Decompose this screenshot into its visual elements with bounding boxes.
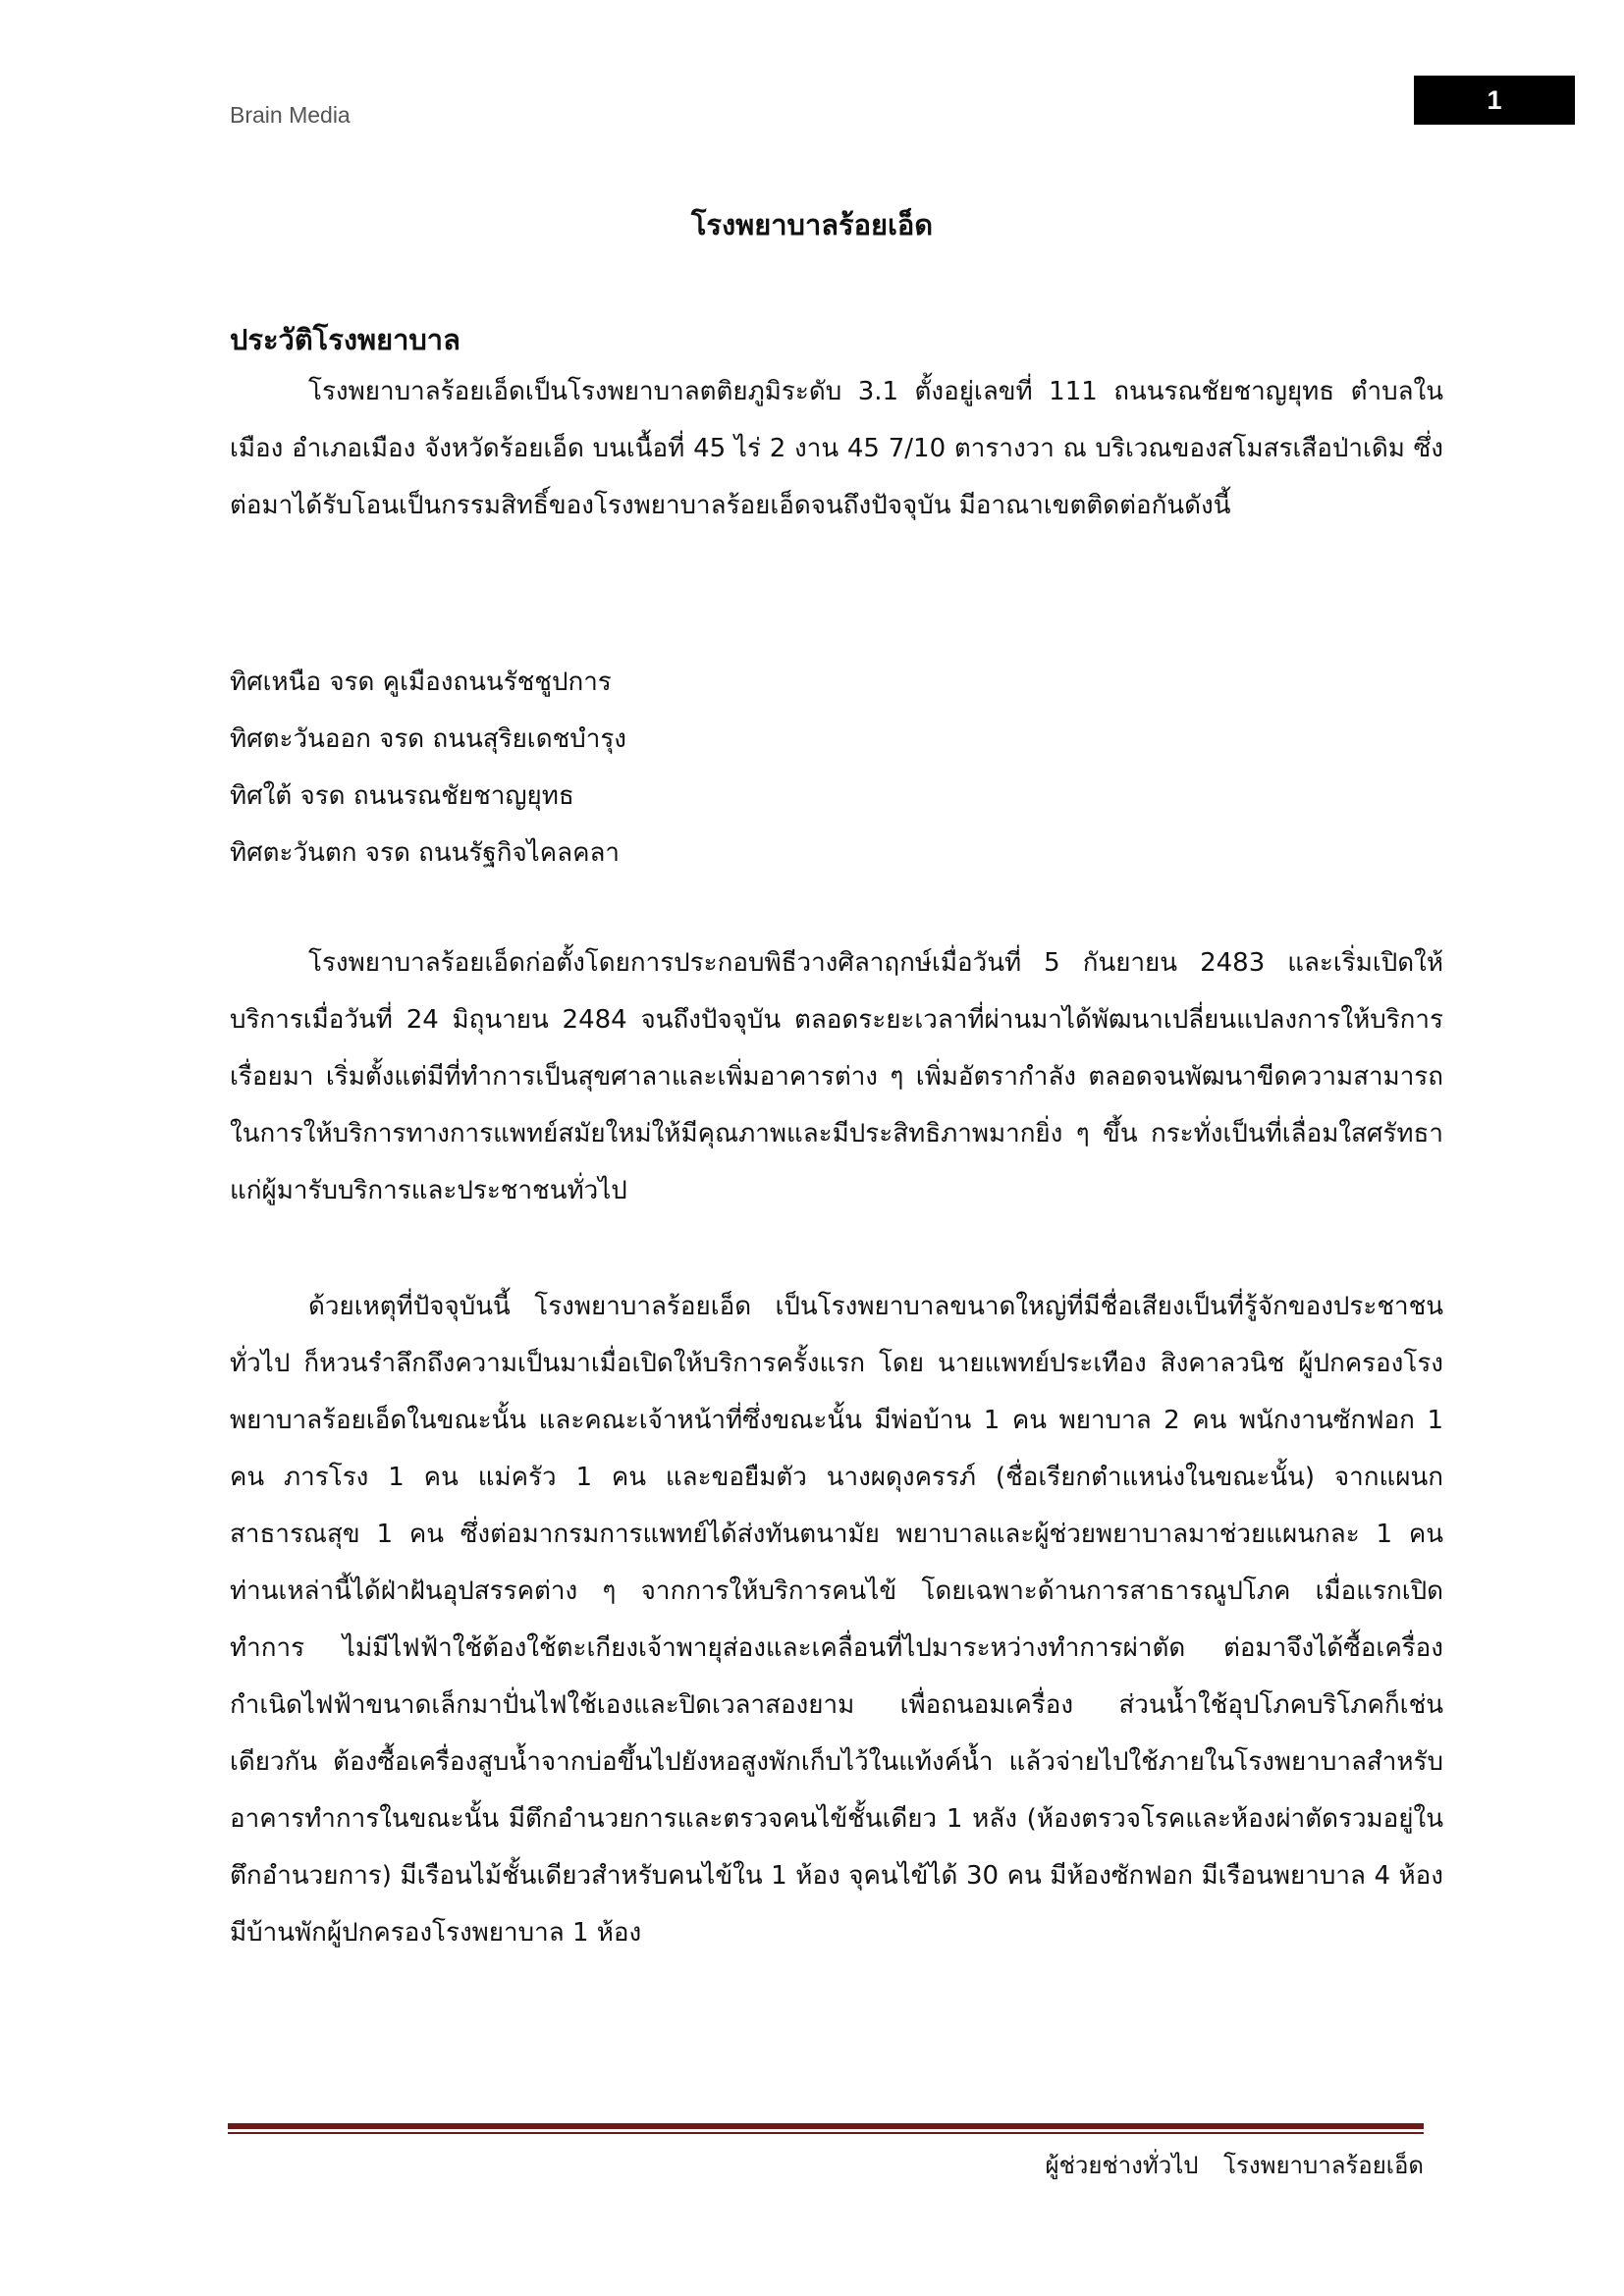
footer-right-text: โรงพยาบาลร้อยเอ็ด: [1223, 2152, 1424, 2179]
section-heading: ประวัติโรงพยาบาล: [230, 323, 460, 356]
header-brand: Brain Media: [230, 102, 351, 128]
paragraph-intro: โรงพยาบาลร้อยเอ็ดเป็นโรงพยาบาลตติยภูมิระดับ 3.1 ตั้งอยู่เลขที่ 111 ถนนรณชัยชาญยุทธ ตำบลในเมือง อำเภอเมือง จังหวัดร้อยเอ็ด บนเนื้อที่ 45 ไร่ 2 งาน 45 7/10 ตารางวา ณ บริเวณของสโมสรเสือป่าเดิม ซึ่งต่อมาได้รับโอนเป็นกรรมสิทธิ์ของโรงพยาบาลร้อยเอ็ดจนถึงปัจจุบัน มีอาณาเขตติดต่อกันดังนี้: [230, 377, 1443, 520]
intro-block: [230, 363, 1443, 534]
founding-block: [230, 934, 1443, 1219]
document-title: โรงพยาบาลร้อยเอ็ด: [690, 208, 934, 241]
boundary-list: [230, 654, 626, 881]
boundary-west: ทิศตะวันตก จรด ถนนรัฐกิจไคลคลา: [230, 838, 621, 868]
footer: [1046, 2146, 1424, 2184]
paragraph-history: ด้วยเหตุที่ปัจจุบันนี้ โรงพยาบาลร้อยเอ็ด เป็นโรงพยาบาลขนาดใหญ่ที่มีชื่อเสียงเป็นที่รู้จักของประชาชนทั่วไป ก็หวนรำลึกถึงความเป็นมาเมื่อเปิดให้บริการครั้งแรก โดย นายแพทย์ประเทือง สิงคาลวนิช ผู้ปกครองโรงพยาบาลร้อยเอ็ดในขณะนั้น และคณะเจ้าหน้าที่ซึ่งขณะนั้น มีพ่อบ้าน 1 คน พยาบาล 2 คน พนักงานซักฟอก 1 คน ภารโรง 1 คน แม่ครัว 1 คน และขอยืมตัว นางผดุงครรภ์ (ชื่อเรียกตำแหน่งในขณะนั้น) จากแผนกสาธารณสุข 1 คน ซึ่งต่อมากรมการแพทย์ได้ส่งทันตนามัย พยาบาลและผู้ช่วยพยาบาลมาช่วยแผนกละ 1 คน ท่านเหล่านี้ได้ฝ่าฝันอุปสรรคต่าง ๆ จากการให้บริการคนไข้ โดยเฉพาะด้านการสาธารณูปโภค เมื่อแรกเปิดทำการ ไม่มีไฟฟ้าใช้ต้องใช้ตะเกียงเจ้าพายุส่องและเคลื่อนที่ไปมาระหว่างทำการผ่าตัด ต่อมาจึงได้ซื้อเครื่องกำเนิดไฟฟ้าขนาดเล็กมาปั่นไฟใช้เองและปิดเวลาสองยาม เพื่อถนอมเครื่อง ส่วนน้ำใช้อุปโภคบริโภคก็เช่นเดียวกัน ต้องซื้อเครื่องสูบน้ำจากบ่อขึ้นไปยังหอสูงพักเก็บไว้ในแท้งค์น้ำ แล้วจ่ายไปใช้ภายในโรงพยาบาลสำหรับอาคารทำการในขณะนั้น มีตึกอำนวยการและตรวจคนไข้ชั้นเดียว 1 หลัง (ห้องตรวจโรคและห้องผ่าตัดรวมอยู่ในตึกอำนวยการ) มีเรือนไม้ชั้นเดียวสำหรับคนไข้ใน 1 ห้อง จุคนไข้ได้ 30 คน มีห้องซักฟอก มีเรือนพยาบาล 4 ห้อง มีบ้านพักผู้ปกครองโรงพยาบาล 1 ห้อง: [230, 1292, 1443, 1948]
boundary-north: ทิศเหนือ จรด คูเมืองถนนรัชชูปการ: [230, 667, 612, 697]
boundary-east: ทิศตะวันออก จรด ถนนสุริยเดชบำรุง: [230, 724, 626, 754]
paragraph-founding: โรงพยาบาลร้อยเอ็ดก่อตั้งโดยการประกอบพิธีวางศิลาฤกษ์เมื่อวันที่ 5 กันยายน 2483 และเริ่มเปิดให้บริการเมื่อวันที่ 24 มิถุนายน 2484 จนถึงปัจจุบัน ตลอดระยะเวลาที่ผ่านมาได้พัฒนาเปลี่ยนแปลงการให้บริการเรื่อยมา เริ่มตั้งแต่มีที่ทำการเป็นสุขศาลาและเพิ่มอาคารต่าง ๆ เพิ่มอัตรากำลัง ตลอดจนพัฒนาขีดความสามารถในการให้บริการทางการแพทย์สมัยใหม่ให้มีคุณภาพและมีประสิทธิภาพมากยิ่ง ๆ ขึ้น กระทั่งเป็นที่เลื่อมใสศรัทธาแก่ผู้มารับบริการและประชาชนทั่วไป: [230, 948, 1443, 1205]
page-number-badge: 1: [1414, 76, 1575, 125]
footer-divider: [228, 2123, 1424, 2134]
history-block: [230, 1278, 1443, 1961]
boundary-south: ทิศใต้ จรด ถนนรณชัยชาญยุทธ: [230, 781, 574, 811]
footer-left-text: ผู้ช่วยช่างทั่วไป: [1045, 2152, 1199, 2179]
